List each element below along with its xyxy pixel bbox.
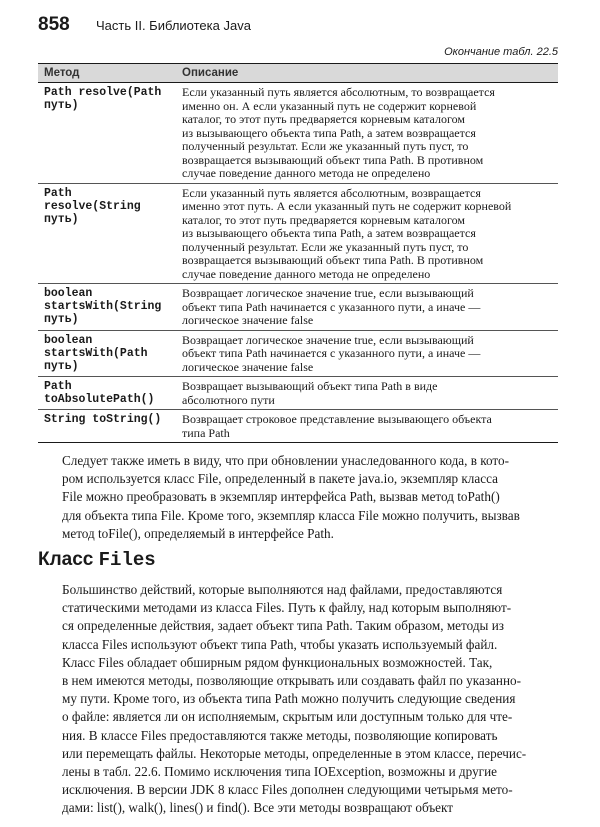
method-line: Path: [44, 380, 72, 393]
description-line: типа Path: [182, 425, 230, 440]
method-signature: [38, 184, 176, 284]
description-line: случае поведение данного метода не определено: [182, 266, 431, 281]
table-row: [38, 377, 558, 410]
table-caption: Окончание табл. 22.5: [444, 46, 558, 58]
method-line: путь): [44, 212, 79, 226]
method-line: Path resolve(Path: [44, 86, 162, 99]
method-line: startsWith(String: [44, 300, 162, 313]
method-line: startsWith(Path: [44, 346, 148, 360]
methods-table: [38, 63, 558, 443]
table-row: [38, 331, 558, 378]
table-row: [38, 83, 558, 184]
method-line: String toString(): [44, 413, 162, 426]
description-line: случае поведение данного метода не определено: [182, 166, 431, 180]
paragraph-files-class: [62, 581, 560, 818]
method-description: [176, 284, 558, 330]
description-line: каталог, то этот путь предваряется корневым каталогом: [182, 212, 465, 227]
text-line: Большинство действий, которые выполняются над файлами, предоставляются: [62, 582, 503, 597]
description-line: Возвращает строковое представление вызывающего объекта: [182, 412, 492, 426]
description-line: Возвращает вызывающий объект типа Path в виде: [182, 379, 438, 393]
description-line: из вызывающего объекта типа Path, а затем возвращается: [182, 226, 476, 240]
description-line: логическое значение false: [182, 313, 314, 327]
text-line: File можно преобразовать в экземпляр интерфейса Path, вызвав метод toPath(): [62, 489, 500, 505]
text-line: ся определенные действия, задает объект типа Path. Таким образом, методы из: [62, 618, 504, 634]
method-description: [176, 331, 558, 377]
text-line: метод toFile(), определяемый в интерфейсе Path.: [62, 525, 334, 541]
description-line: логическое значение false: [182, 359, 314, 374]
method-line: boolean: [44, 333, 93, 347]
method-signature: [38, 410, 176, 442]
description-line: Возвращает логическое значение true, если вызывающий: [182, 332, 474, 347]
description-line: полученный результат. Если же указанный путь пуст, то: [182, 139, 469, 153]
paragraph-path-file: [62, 452, 560, 543]
text-line: о файле: является ли он исполняемым, скрытым или доступным только для чте-: [62, 709, 513, 725]
section-heading-word: Класс: [38, 549, 94, 570]
table-body: [38, 83, 558, 442]
description-line: возвращается вызывающий объект типа Path. В противном: [182, 152, 484, 167]
running-title: Часть II. Библиотека Java: [96, 18, 251, 33]
section-heading-code: Files: [98, 549, 156, 571]
description-line: объект типа Path начинается с указанного пути, а иначе —: [182, 346, 481, 360]
description-line: возвращается вызывающий объект типа Path. В противном: [182, 253, 484, 267]
method-line: путь): [44, 99, 79, 112]
method-signature: [38, 377, 176, 409]
section-heading: [38, 549, 156, 571]
description-line: Возвращает логическое значение true, если вызывающий: [182, 286, 474, 300]
text-line: му пути. Кроме того, из объекта типа Path можно получить следующие сведения: [62, 691, 516, 707]
text-line: ром используется класс File, определенный в пакете java.io, экземпляр класса: [62, 471, 498, 487]
text-line: для объекта типа File. Кроме того, экземпляр класса File можно получить, вызвав: [62, 507, 520, 523]
table-row: [38, 284, 558, 331]
text-line: ния. В классе Files предоставляются также методы, позволяющие копировать: [62, 727, 498, 743]
text-line: Следует также иметь в виду, что при обновлении унаследованного кода, в кото-: [62, 453, 509, 468]
description-line: объект типа Path начинается с указанного пути, а иначе —: [182, 299, 481, 314]
text-line: исключения. В версии JDK 8 класс Files дополнен следующими четырьмя мето-: [62, 782, 513, 798]
text-line: статическими методами из класса Files. Путь к файлу, над которым выполняют-: [62, 600, 512, 616]
method-description: [176, 184, 558, 284]
method-line: boolean: [44, 287, 93, 300]
method-signature: [38, 284, 176, 330]
method-line: путь): [44, 313, 79, 326]
running-header: [38, 14, 558, 38]
text-line: класса Files используют объект типа Path, чтобы указать используемый файл.: [62, 636, 498, 652]
method-line: resolve(String: [44, 199, 141, 213]
table-header: [38, 64, 558, 83]
method-description: [176, 410, 558, 442]
description-line: полученный результат. Если же указанный путь пуст, то: [182, 239, 469, 254]
text-line: Класс Files обладает обширным рядом функциональных возможностей. Так,: [62, 654, 493, 670]
column-header-description: Описание: [182, 67, 239, 79]
description-line: именно он. А если указанный путь не содержит корневой: [182, 98, 477, 113]
method-signature: [38, 83, 176, 183]
method-line: путь): [44, 359, 79, 373]
column-header-method: Метод: [44, 67, 80, 79]
table-row: [38, 184, 558, 285]
text-line: лены в табл. 22.6. Помимо исключения типа IOException, возможны и другие: [62, 764, 497, 780]
text-line: дами: list(), walk(), lines() и find(). Все эти методы возвращают объект: [62, 800, 454, 816]
description-line: именно этот путь. А если указанный путь не содержит корневой: [182, 199, 512, 213]
method-line: Path: [44, 186, 72, 200]
description-line: абсолютного пути: [182, 392, 275, 407]
method-line: toAbsolutePath(): [44, 393, 155, 406]
description-line: Если указанный путь является абсолютным, возвращается: [182, 185, 481, 200]
table-row: [38, 410, 558, 442]
method-description: [176, 83, 558, 183]
description-line: Если указанный путь является абсолютным, то возвращается: [182, 85, 495, 99]
description-line: каталог, то этот путь предваряется корневым каталогом: [182, 112, 465, 126]
method-description: [176, 377, 558, 409]
page-number: 858: [38, 14, 70, 35]
method-signature: [38, 331, 176, 377]
description-line: из вызывающего объекта типа Path, а затем возвращается: [182, 125, 476, 140]
text-line: в нем имеются методы, позволяющие открывать или создавать файл по указанно-: [62, 673, 521, 689]
text-line: или перемещать файлы. Некоторые методы, определенные в этом классе, перечис-: [62, 745, 527, 761]
